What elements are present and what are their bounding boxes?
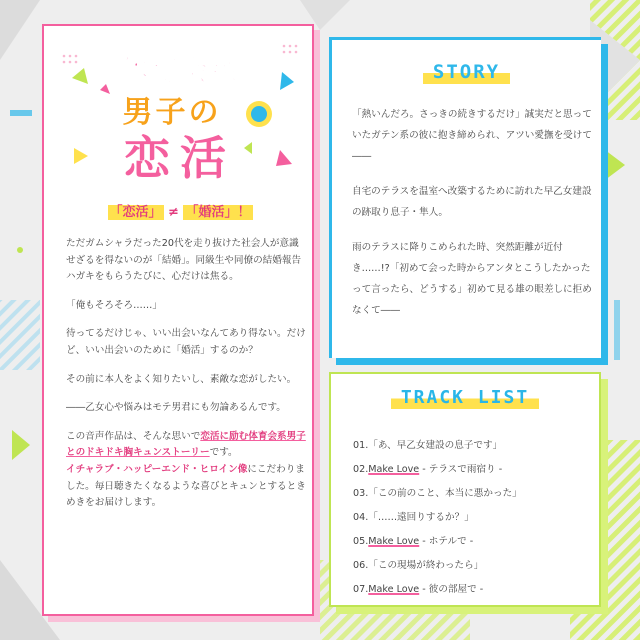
intro-p6-highlight: 恋活に励む体育会系男子とのドキドキ胸キュンストーリー <box>66 430 306 459</box>
tagline-neq: ≠ <box>168 205 179 220</box>
intro-text <box>66 236 306 524</box>
track-number: 01. <box>353 440 369 451</box>
logo-line3: 恋活 <box>124 131 236 185</box>
intro-p7-highlight: イチャラブ・ハッピーエンド・ヒロイン像 <box>66 463 248 475</box>
intro-paragraph-6 <box>66 429 306 512</box>
intro-paragraph-3: 待ってるだけじゃ、いい出会いなんてあり得ない。だけど、いい出会いのために「婚活」するのか？ <box>66 328 306 356</box>
track-item <box>353 578 593 602</box>
intro-paragraph-4: その前に本人をよく知りたいし、素敵な恋がしたい。 <box>66 373 297 385</box>
intro-p6-end: です。 <box>209 447 238 459</box>
track-item <box>353 482 593 506</box>
track-list-panel <box>329 372 601 607</box>
track-number: 04. <box>353 512 369 523</box>
track-number: 02. <box>353 464 369 475</box>
story-text <box>352 104 592 335</box>
story-heading <box>332 60 601 84</box>
track-make-love: Make Love <box>368 584 420 595</box>
track-heading-text: TRACK LIST <box>391 386 539 409</box>
story-paragraph-1: 「熱いんだろ。さっきの続きするだけ」誠実だと思っていたガテン系の彼に抱き締められ、アツい愛撫を受けて―― <box>352 109 592 162</box>
track-number: 07. <box>353 584 369 595</box>
tagline <box>44 201 316 220</box>
track-title: 「この現場が終わったら」 <box>368 560 484 571</box>
intro-paragraph-5: ――乙女心や悩みはモテ男君にも勿論あるんです。 <box>66 402 286 414</box>
track-number: 03. <box>353 488 369 499</box>
title-logo <box>44 38 316 188</box>
track-title: - ホテルで - <box>419 536 474 547</box>
track-item <box>353 458 593 482</box>
track-list <box>353 434 593 602</box>
logo-line2: 男子の <box>122 95 222 130</box>
intro-paragraph-1: ただガムシャラだった20代を走り抜けた社会人が意識せざるを得ないのが「結婚」。同級生や同僚の結婚報告ハガキをもらうたびに、心だけは焦る。 <box>66 238 302 283</box>
story-paragraph-2: 自宅のテラスを温室へ改築するために訪れた早乙女建設の跡取り息子・隼人。 <box>352 186 592 218</box>
track-item <box>353 506 593 530</box>
intro-paragraph-2: 「俺もそろそろ……」 <box>66 299 162 311</box>
track-item <box>353 434 593 458</box>
track-title: 「あ、早乙女建設の息子です」 <box>368 440 503 451</box>
story-panel <box>329 37 601 358</box>
story-paragraph-3: 雨のテラスに降りこめられた時、突然距離が近付き……!?「初めて会った時からアンタとこうしたかったって言ったら、どうする」初めて見る雄の眼差しに拒めなくて―― <box>352 242 592 316</box>
intro-p6-start: この音声作品は、そんな思いで <box>66 430 201 442</box>
track-title: - テラスで雨宿り - <box>419 464 503 475</box>
track-title: 「……遠回りするか？」 <box>368 512 474 523</box>
tagline-konkatsu: 「婚活」！ <box>185 205 251 220</box>
track-title: - 彼の部屋で - <box>419 584 484 595</box>
intro-p7-end: にこだわりました。毎日聴きたくなるような喜びとキュンとするときめきをお届けします。 <box>66 463 306 509</box>
track-number: 06. <box>353 560 369 571</box>
track-make-love: Make Love <box>368 536 420 547</box>
track-heading <box>331 386 599 409</box>
track-number: 05. <box>353 536 369 547</box>
tagline-koikatsu: 「恋活」 <box>109 205 162 220</box>
track-title: 「この前のこと、本当に悪かった」 <box>368 488 522 499</box>
story-heading-text: STORY <box>423 60 510 84</box>
track-item <box>353 554 593 578</box>
track-make-love: Make Love <box>368 464 420 475</box>
track-item <box>353 530 593 554</box>
logo-line1: 体育会系 <box>119 54 241 87</box>
intro-panel <box>42 24 314 616</box>
